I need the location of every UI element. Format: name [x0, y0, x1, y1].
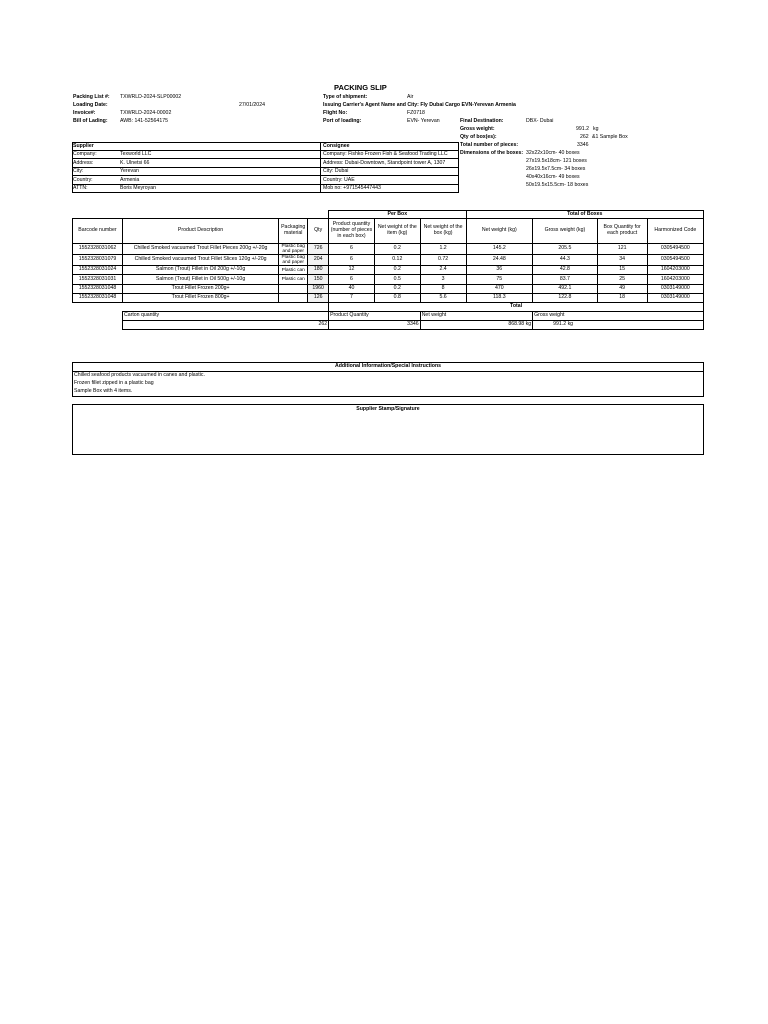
supplier-city-label: City: [73, 168, 84, 174]
invoice-value: TXWRLD-2024-00002 [120, 110, 172, 116]
additional-info-heading: Additional Information/Special Instructions [73, 363, 703, 372]
cell-hs-code: 0305494500 [647, 244, 703, 255]
supplier-attn-label: ATTN: [73, 185, 88, 191]
cell-qty: 1960 [308, 284, 329, 293]
cell-net-total: 145.2 [466, 244, 533, 255]
cell-box-qty: 25 [597, 275, 647, 284]
col-packaging: Packaging material [279, 219, 308, 244]
flight-no-label: Flight No: [323, 110, 348, 116]
cell-net-total: 75 [466, 275, 533, 284]
cell-net-box: 2.4 [420, 266, 466, 275]
packing-list-value: TXWRLD-2024-SLP00002 [120, 94, 182, 100]
cell-box-qty: 121 [597, 244, 647, 255]
cell-description: Salmon (Trout) Fillet in Oil 500g +/-10g [122, 275, 278, 284]
packing-list-label: Packing List #: [73, 94, 110, 100]
cell-net-box: 1.2 [420, 244, 466, 255]
product-quantity-label: Product Quantity [329, 312, 421, 321]
qty-boxes-value: 262 [580, 134, 589, 140]
cell-hs-code: 0303149000 [647, 284, 703, 293]
table-row [73, 284, 704, 293]
col-net-item: Net weight of the item (kg) [374, 219, 420, 244]
cell-net-box: 8 [420, 284, 466, 293]
cell-gross-total: 492.1 [533, 284, 598, 293]
supplier-company-label: Company: [73, 151, 97, 157]
qty-boxes-note: &1 Sample Box [592, 134, 628, 140]
cell-product-qty: 40 [329, 284, 375, 293]
net-weight-number: 868.98 [508, 321, 525, 328]
cell-barcode: 1552328031062 [73, 244, 123, 255]
cell-packaging [279, 293, 308, 302]
final-destination-label: Final Destination: [460, 118, 504, 124]
bill-of-lading-value: AWB: 141-52564175 [120, 118, 168, 124]
cell-qty: 180 [308, 266, 329, 275]
invoice-label: Invoice#: [73, 110, 96, 116]
port-of-loading-value: EVN- Yerevan [407, 118, 440, 124]
cell-product-qty: 6 [329, 275, 375, 284]
cell-net-item: 0.2 [374, 244, 420, 255]
supplier-stamp-box [72, 404, 704, 455]
table-row [73, 293, 704, 302]
cell-hs-code: 0303149000 [647, 293, 703, 302]
cell-barcode: 1552328031024 [73, 266, 123, 275]
loading-date-value: 27/01/2024 [239, 102, 265, 108]
cell-net-total: 36 [466, 266, 533, 275]
col-gross-total: Gross weight (kg) [533, 219, 598, 244]
cell-description: Salmon (Trout) Fillet in Oil 200g +/-10g [122, 266, 278, 275]
cell-net-item: 0.2 [374, 266, 420, 275]
total-pieces-value: 3346 [577, 142, 589, 148]
cell-qty: 726 [308, 244, 329, 255]
table-header-row [73, 219, 704, 244]
cell-net-item: 0.12 [374, 255, 420, 266]
cell-net-box: 5.6 [420, 293, 466, 302]
cell-gross-total: 122.8 [533, 293, 598, 302]
col-product-qty: Product quantity (number of pieces in each box) [329, 219, 375, 244]
table-row [73, 244, 704, 255]
cell-qty: 150 [308, 275, 329, 284]
totals-values-row [73, 321, 704, 330]
flight-no-value: FZ0718 [407, 110, 425, 116]
consignee-address: Address: Dubai-Downtown, Standpoint tower A, 1307 [323, 160, 446, 166]
cell-net-total: 118.3 [466, 293, 533, 302]
dimension-line: 32x22x10cm- 40 boxes [526, 150, 580, 156]
cell-net-total: 470 [466, 284, 533, 293]
cell-product-qty: 7 [329, 293, 375, 302]
carton-quantity-label: Carton quantity [122, 312, 328, 321]
supplier-address-label: Address: [73, 160, 94, 166]
gross-weight-number: 991.2 [553, 321, 567, 328]
cell-gross-total: 42.8 [533, 266, 598, 275]
table-row [73, 275, 704, 284]
cell-barcode: 1552328031079 [73, 255, 123, 266]
final-destination-value: DBX- Dubai [526, 118, 554, 124]
additional-info-box [72, 362, 704, 397]
bill-of-lading-label: Bill of Lading: [73, 118, 108, 124]
cell-net-total: 24.48 [466, 255, 533, 266]
cell-gross-total: 44.3 [533, 255, 598, 266]
col-hs-code: Harmonized Code [647, 219, 703, 244]
cell-packaging [279, 284, 308, 293]
consignee-country: Country: UAE [323, 177, 355, 183]
cell-net-item: 0.5 [374, 275, 420, 284]
cell-box-qty: 34 [597, 255, 647, 266]
page-title: PACKING SLIP [334, 83, 387, 92]
gross-weight-value [533, 321, 704, 330]
cell-net-item: 0.8 [374, 293, 420, 302]
cell-box-qty: 15 [597, 266, 647, 275]
cell-packaging: Plastic can [279, 266, 308, 275]
total-pieces-label: Total number of pieces: [460, 142, 519, 148]
additional-info-line: Frozen fillet zipped in a plastic bag [74, 380, 154, 386]
net-weight-label: Net weight [420, 312, 532, 321]
supplier-address-value: K. Ulnetsi 66 [120, 160, 150, 166]
additional-info-line: Sample Box with 4 items. [74, 388, 133, 394]
consignee-heading: Consignee [323, 143, 350, 149]
col-qty: Qty [308, 219, 329, 244]
loading-date-label: Loading Date: [73, 102, 108, 108]
product-quantity-value: 3346 [329, 321, 421, 330]
col-description: Product Description [122, 219, 278, 244]
cell-gross-total: 205.5 [533, 244, 598, 255]
port-of-loading-label: Port of loading: [323, 118, 362, 124]
col-net-total: Net weight (kg) [466, 219, 533, 244]
cell-description: Trout Fillet Frozen 200g+ [122, 284, 278, 293]
cell-product-qty: 6 [329, 255, 375, 266]
cell-net-box: 0.72 [420, 255, 466, 266]
consignee-company: Company: Fishko Frozen Fish & Seafood Trading LLC [323, 151, 448, 157]
cell-qty: 204 [308, 255, 329, 266]
net-weight-unit: kg [525, 321, 532, 328]
cell-product-qty: 12 [329, 266, 375, 275]
dimensions-label: Dimensions of the boxes: [460, 150, 524, 156]
consignee-city: City: Dubai [323, 168, 349, 174]
per-box-group-header: Per Box [329, 211, 466, 219]
supplier-country-value: Armenia [120, 177, 140, 183]
gross-weight-unit: kg [567, 321, 574, 328]
dimension-line: 40x40x16cm- 49 boxes [526, 174, 580, 180]
cell-description: Trout Fillet Frozen 800g+ [122, 293, 278, 302]
cell-barcode: 1552328031048 [73, 284, 123, 293]
shipment-type-value: Air [407, 94, 414, 100]
cell-net-item: 0.2 [374, 284, 420, 293]
total-label-row [73, 302, 704, 311]
col-net-box: Net weight of the box (kg) [420, 219, 466, 244]
supplier-city-value: Yerevan [120, 168, 139, 174]
total-label: Total [329, 302, 704, 311]
cell-box-qty: 18 [597, 293, 647, 302]
cell-hs-code: 0305494500 [647, 255, 703, 266]
cell-hs-code: 1604203000 [647, 266, 703, 275]
supplier-attn-value: Boris Meyroyan [120, 185, 157, 191]
gross-weight-total-label: Gross weight [533, 312, 704, 321]
supplier-company-value: Texworld LLC [120, 151, 152, 157]
cell-box-qty: 49 [597, 284, 647, 293]
total-boxes-group-header: Total of Boxes [466, 211, 704, 219]
dimension-line: 26x19.5x7.5cm- 34 boxes [526, 166, 586, 172]
cell-net-box: 3 [420, 275, 466, 284]
table-row [73, 266, 704, 275]
items-table [72, 210, 704, 330]
cell-barcode: 1552328031031 [73, 275, 123, 284]
table-row [73, 255, 704, 266]
qty-boxes-label: Qty of box(es): [460, 134, 497, 140]
additional-info-line: Chilled seafood products vacuumed in canes and plastic. [74, 372, 205, 378]
supplier-country-label: Country: [73, 177, 93, 183]
cell-description: Chilled Smoked vacuumed Trout Fillet Pieces 200g +/-20g [122, 244, 278, 255]
totals-header-row [73, 312, 704, 321]
col-barcode: Barcode number [73, 219, 123, 244]
shipment-type-label: Type of shipment: [323, 94, 368, 100]
carton-quantity-value: 262 [122, 321, 328, 330]
dimension-line: 50x19.5x15.5cm- 18 boxes [526, 182, 589, 188]
consignee-mobile: Mob no: +971545447443 [323, 185, 381, 191]
dimension-line: 27x19.5x18cm- 121 boxes [526, 158, 587, 164]
gross-weight-value: 991.2 [576, 126, 589, 132]
cell-qty: 126 [308, 293, 329, 302]
gross-weight-unit: kg [593, 126, 599, 132]
col-box-qty: Box Quantity for each product [597, 219, 647, 244]
cell-gross-total: 83.7 [533, 275, 598, 284]
carrier-agent: Issuing Carrier's Agent Name and City: Fly Dubai Cargo EVN-Yerevan Armenia [323, 102, 516, 108]
cell-packaging: Plastic can [279, 275, 308, 284]
gross-weight-label: Gross weight: [460, 126, 495, 132]
net-weight-value [420, 321, 532, 330]
cell-packaging: Plastic bag and paper [279, 255, 308, 266]
cell-hs-code: 1604203000 [647, 275, 703, 284]
supplier-heading: Supplier [73, 143, 94, 149]
cell-product-qty: 6 [329, 244, 375, 255]
cell-packaging: Plastic bag and paper [279, 244, 308, 255]
supplier-stamp-heading: Supplier Stamp/Signature [356, 406, 420, 412]
cell-description: Chilled Smoked vacuumed Trout Fillet Slices 120g +/-20g [122, 255, 278, 266]
cell-barcode: 1552328031048 [73, 293, 123, 302]
